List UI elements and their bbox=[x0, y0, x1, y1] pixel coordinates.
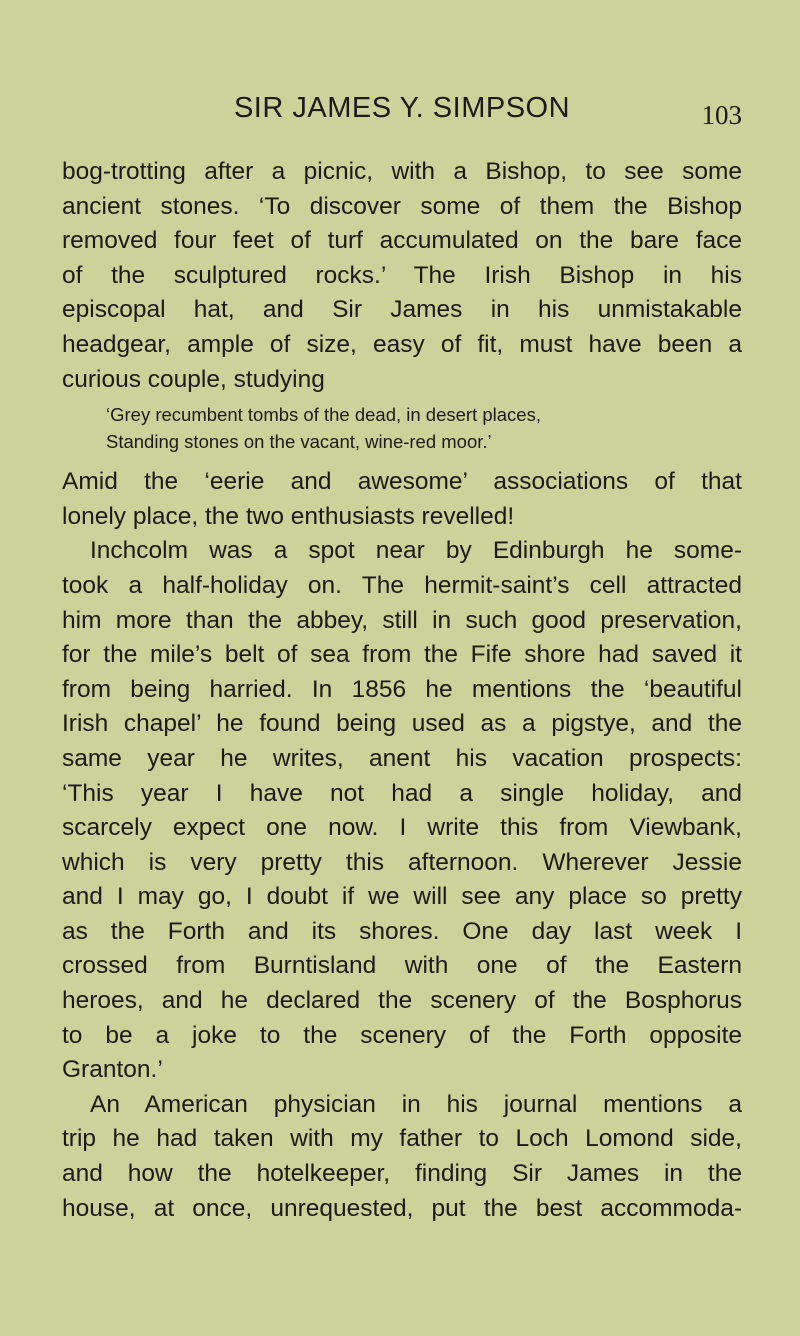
page-header bbox=[62, 92, 742, 136]
text-line: bog-trotting after a picnic, with a Bishop, to see some bbox=[62, 158, 742, 185]
text-line: which is very pretty this afternoon. Wherever Jessie bbox=[62, 848, 742, 876]
paragraph bbox=[62, 534, 742, 1088]
paragraph bbox=[62, 1088, 742, 1226]
text-line: Amid the ‘eerie and awesome’ associations of that bbox=[62, 468, 742, 496]
text-line: ancient stones. ‘To discover some of them the Bishop bbox=[62, 192, 742, 220]
verse-line: ‘Grey recumbent tombs of the dead, in desert places, bbox=[106, 404, 541, 426]
text-line: ‘This year I have not had a single holiday, and bbox=[62, 779, 742, 807]
text-line: headgear, ample of size, easy of fit, must have been a bbox=[62, 330, 742, 358]
text-line: episcopal hat, and Sir James in his unmistakable bbox=[62, 296, 742, 324]
paragraph bbox=[62, 465, 742, 534]
text-line: curious couple, studying bbox=[62, 365, 325, 393]
text-line: crossed from Burntisland with one of the Eastern bbox=[62, 952, 742, 980]
verse-quotation bbox=[106, 401, 742, 455]
text-line: of the sculptured rocks.’ The Irish Bishop in his bbox=[62, 261, 742, 289]
text-line: Granton.’ bbox=[62, 1056, 163, 1084]
text-line: An American physician in his journal mentions a bbox=[90, 1090, 742, 1118]
text-line: him more than the abbey, still in such good preservation, bbox=[62, 606, 742, 634]
text-line: heroes, and he declared the scenery of the Bosphorus bbox=[62, 987, 742, 1015]
text-line: house, at once, unrequested, put the best accommoda- bbox=[62, 1194, 742, 1222]
text-line: same year he writes, anent his vacation prospects: bbox=[62, 744, 742, 772]
text-line: to be a joke to the scenery of the Forth opposite bbox=[62, 1021, 742, 1049]
text-line: took a half-holiday on. The hermit-saint’s cell attracted bbox=[62, 571, 742, 599]
verse-line: Standing stones on the vacant, wine-red moor.’ bbox=[106, 431, 492, 453]
text-line: removed four feet of turf accumulated on the bare face bbox=[62, 227, 742, 255]
paragraph bbox=[62, 155, 742, 397]
text-line: for the mile’s belt of sea from the Fife shore had saved it bbox=[62, 641, 742, 669]
text-line: and how the hotelkeeper, finding Sir James in the bbox=[62, 1160, 742, 1188]
text-line: as the Forth and its shores. One day last week I bbox=[62, 917, 742, 945]
text-line: Irish chapel’ he found being used as a pigstye, and the bbox=[62, 710, 742, 738]
page-number: 103 bbox=[701, 100, 742, 130]
body-text bbox=[62, 155, 742, 1226]
text-line: trip he had taken with my father to Loch Lomond side, bbox=[62, 1125, 742, 1153]
text-line: from being harried. In 1856 he mentions the ‘beautiful bbox=[62, 675, 742, 703]
running-head: SIR JAMES Y. SIMPSON bbox=[233, 92, 571, 124]
text-line: and I may go, I doubt if we will see any place so pretty bbox=[62, 883, 742, 911]
text-line: Inchcolm was a spot near by Edinburgh he some- bbox=[90, 537, 742, 565]
text-line: lonely place, the two enthusiasts revelled! bbox=[62, 502, 515, 530]
text-line: scarcely expect one now. I write this from Viewbank, bbox=[62, 814, 742, 842]
